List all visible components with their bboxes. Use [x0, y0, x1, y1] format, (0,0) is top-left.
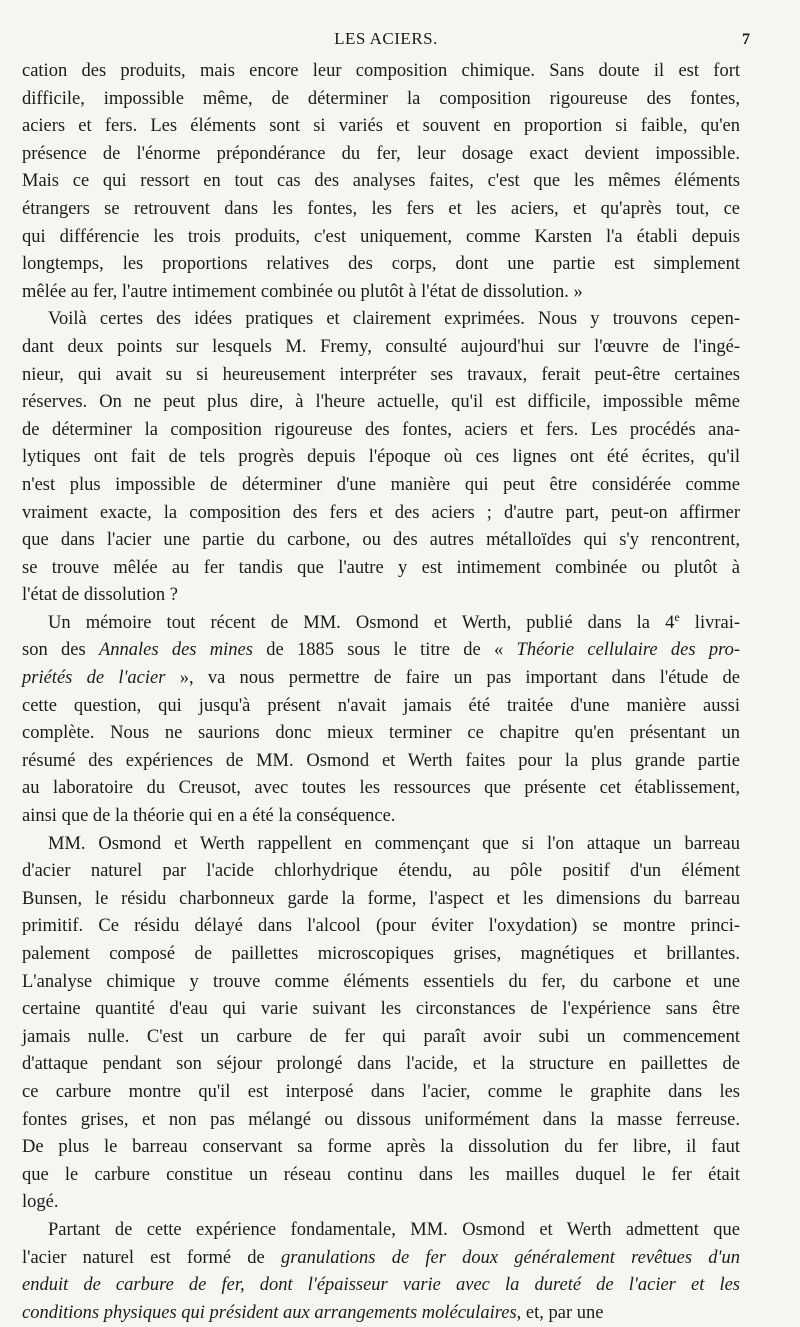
text-line: [22, 886, 740, 914]
text-line: [22, 665, 740, 693]
text-run: longtemps, les proportions relatives des corps, dont une partie est simplement: [22, 254, 740, 275]
paragraph: [22, 58, 740, 306]
text-run: qui différencie les trois produits, c'est uniquement, comme Karsten l'a établi depuis: [22, 226, 740, 247]
text-run: mêlée au fer, l'autre intimement combinée ou plutôt à l'état de dissolution. »: [22, 281, 583, 302]
italic-text: priétés de l'acier: [22, 668, 166, 689]
text-run: dant deux points sur lesquels M. Fremy, consulté aujourd'hui sur l'œuvre de l'ingé-: [22, 336, 740, 357]
text-run: lytiques ont fait de tels progrès depuis l'époque où ces lignes ont été écrites, qu'il: [22, 447, 740, 468]
text-line: [22, 1162, 740, 1190]
text-line: [22, 362, 740, 390]
text-line: [22, 775, 740, 803]
text-line: [22, 168, 740, 196]
text-line: [22, 113, 740, 141]
text-line: [22, 1051, 740, 1079]
text-line: [22, 1134, 740, 1162]
text-line: [22, 251, 740, 279]
text-line: [22, 500, 740, 528]
body-text: [22, 58, 740, 1327]
text-run: logé.: [22, 1192, 59, 1213]
text-run: vraiment exacte, la composition des fers et des aciers ; d'autre part, peut-on affirmer: [22, 502, 740, 523]
italic-text: Théorie cellulaire des pro-: [516, 640, 740, 661]
text-run: livrai-: [679, 612, 741, 633]
text-line: [22, 969, 740, 997]
text-run: ce carbure montre qu'il est interposé dans l'acier, comme le graphite dans les: [22, 1081, 740, 1102]
text-run: Bunsen, le résidu charbonneux garde la forme, l'aspect et les dimensions du barreau: [22, 888, 740, 909]
text-run: aciers et fers. Les éléments sont si variés et souvent en proportion si faible, qu'en: [22, 116, 740, 137]
text-run: MM. Osmond et Werth rappellent en commençant que si l'on attaque un barreau: [48, 833, 740, 854]
paragraph: [22, 831, 740, 1217]
text-run: réserves. On ne peut plus dire, à l'heure actuelle, qu'il est difficile, impossible même: [22, 392, 740, 413]
text-line: [22, 444, 740, 472]
italic-text: enduit de carbure de fer, dont l'épaisseur varie avec la dureté de l'acier et les: [22, 1275, 740, 1296]
text-run: », va nous permettre de faire un pas important dans l'étude de: [165, 668, 740, 689]
text-line: [22, 996, 740, 1024]
text-line: [22, 748, 740, 776]
text-line: [22, 913, 740, 941]
text-line: [22, 858, 740, 886]
text-line: [22, 306, 740, 334]
text-run: se trouve mêlée au fer tandis que l'autre y est intimement combinée ou plutôt à: [22, 557, 740, 578]
text-run: présence de l'énorme prépondérance du fer, leur dosage exact devient impossible.: [22, 143, 740, 164]
text-run: De plus le barreau conservant sa forme après la dissolution du fer libre, il faut: [22, 1137, 740, 1158]
text-line: [22, 831, 740, 859]
text-line: [22, 141, 740, 169]
text-line: [22, 1024, 740, 1052]
text-line: [22, 389, 740, 417]
superscript: e: [674, 609, 680, 624]
text-line: [22, 86, 740, 114]
text-run: palement composé de paillettes microscopiques grises, magnétiques et brillantes.: [22, 944, 740, 964]
text-run: nieur, qui avait su si heureusement interpréter ses travaux, ferait peut-être certaines: [22, 364, 740, 385]
text-run: complète. Nous ne saurions donc mieux terminer ce chapitre qu'en présentant un: [22, 723, 740, 744]
text-line: [22, 224, 740, 252]
text-run: primitif. Ce résidu délayé dans l'alcool (pour éviter l'oxydation) se montre princi-: [22, 916, 740, 937]
text-run: Mais ce qui ressort en tout cas des analyses faites, c'est que les mêmes éléments: [22, 171, 740, 192]
text-run: difficile, impossible même, de déterminer la composition rigoureuse des fontes,: [22, 88, 740, 109]
text-line: [22, 637, 740, 665]
text-line: [22, 417, 740, 445]
text-run: au laboratoire du Creusot, avec toutes les ressources que présente cet établissement,: [22, 778, 740, 799]
text-line: [22, 941, 740, 969]
text-line: [22, 1079, 740, 1107]
text-line: [22, 720, 740, 748]
text-run: que le carbure constitue un réseau continu dans les mailles duquel le fer était: [22, 1164, 740, 1185]
page-number: 7: [742, 31, 750, 48]
text-line: [22, 555, 740, 583]
running-head: [22, 29, 750, 53]
text-run: Voilà certes des idées pratiques et clairement exprimées. Nous y trouvons cepen-: [48, 309, 740, 330]
text-line: [22, 1300, 740, 1327]
italic-text: conditions physiques qui président aux arrangements moléculaires,: [22, 1302, 522, 1323]
text-run: n'est plus impossible de déterminer d'une manière qui peut être considérée comme: [22, 474, 740, 495]
text-run: certaine quantité d'eau qui varie suivant les circonstances de l'expérience sans être: [22, 999, 740, 1020]
paragraph: [22, 1217, 740, 1327]
text-run: Partant de cette expérience fondamentale, MM. Osmond et Werth admettent que: [48, 1219, 740, 1240]
text-run: jamais nulle. C'est un carbure de fer qui paraît avoir subi un commencement: [22, 1026, 740, 1047]
text-run: et, par une: [521, 1302, 604, 1323]
text-line: [22, 279, 740, 307]
text-line: [22, 693, 740, 721]
text-run: cation des produits, mais encore leur composition chimique. Sans doute il est fort: [22, 61, 740, 81]
italic-text: granulations de fer doux généralement revêtues d'un: [280, 1247, 740, 1268]
text-run: d'acier naturel par l'acide chlorhydrique étendu, au pôle positif d'un élément: [22, 861, 740, 882]
paragraph: [22, 306, 740, 610]
text-line: [22, 803, 740, 831]
text-line: [22, 1217, 740, 1245]
text-line: [22, 196, 740, 224]
running-title: LES ACIERS.: [334, 29, 438, 48]
paragraph: [22, 610, 740, 831]
text-run: fontes grises, et non pas mélangé ou dissous uniformément dans la masse ferreuse.: [22, 1109, 740, 1130]
text-line: [22, 1189, 740, 1217]
text-run: que dans l'acier une partie du carbone, ou des autres métalloïdes qui s'y rencontrent,: [22, 530, 740, 551]
text-run: Un mémoire tout récent de MM. Osmond et Werth, publié dans la 4: [48, 612, 675, 633]
text-line: [22, 1107, 740, 1135]
text-line: [22, 1272, 740, 1300]
text-line: [22, 58, 740, 86]
text-run: l'état de dissolution ?: [22, 585, 178, 606]
text-run: L'analyse chimique y trouve comme éléments essentiels du fer, du carbone et une: [22, 971, 740, 992]
text-line: [22, 334, 740, 362]
text-run: ainsi que de la théorie qui en a été la conséquence.: [22, 806, 396, 827]
text-line: [22, 610, 740, 638]
text-run: de déterminer la composition rigoureuse des fontes, aciers et fers. Les procédés ana-: [22, 419, 740, 440]
text-run: son des: [22, 640, 99, 661]
text-run: étrangers se retrouvent dans les fontes, les fers et les aciers, et qu'après tout, ce: [22, 198, 740, 219]
text-run: d'attaque pendant son séjour prolongé dans l'acide, et la structure en paillettes de: [22, 1054, 740, 1075]
text-line: [22, 527, 740, 555]
text-run: cette question, qui jusqu'à présent n'avait jamais été traitée d'une manière aussi: [22, 695, 740, 716]
text-run: de 1885 sous le titre de «: [252, 640, 517, 661]
text-run: résumé des expériences de MM. Osmond et Werth faites pour la plus grande partie: [22, 750, 740, 771]
text-line: [22, 1245, 740, 1273]
text-run: l'acier naturel est formé de: [22, 1247, 281, 1268]
text-line: [22, 582, 740, 610]
text-line: [22, 472, 740, 500]
italic-text: Annales des mines: [98, 640, 253, 661]
